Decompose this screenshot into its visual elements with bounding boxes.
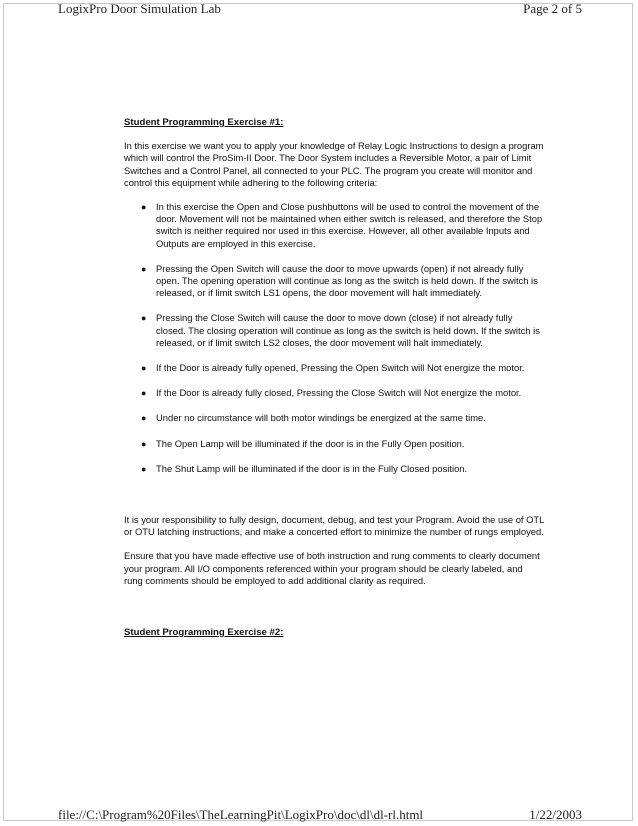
criteria-text: The Shut Lamp will be illuminated if the door is in the Fully Closed position. [156,462,468,474]
bullet-icon: ● [141,438,147,449]
criteria-list [124,201,544,475]
criteria-item [124,201,544,250]
exercise-1-heading: Student Programming Exercise #1: [124,117,284,128]
criteria-text: Pressing the Open Switch will cause the door to move upwards (open) if not already fully open. The opening operation will continue as long as the switch is held down. If the switch is released, or if limit switch LS1 opens, the door movement will halt immediately. [156,262,538,299]
documentation-paragraph: Ensure that you have made effective use of both instruction and rung comments to clearly document your program. All I/O components referenced within your program should be clearly labeled, and rung comments should be employed to add additional clarity as required. [124,550,540,586]
criteria-item [124,362,544,374]
footer-date: 1/22/2003 [529,807,582,822]
header-title: LogixPro Door Simulation Lab [58,1,221,16]
bullet-icon: ● [141,363,147,374]
criteria-text: In this exercise the Open and Close pushbuttons will be used to control the movement of the door. Movement will not be maintained when either switch is released, and therefore the Stop switch is neither required nor used in this exercise. However, all other available Inputs and Outputs are employed in this exercise. [156,201,543,249]
criteria-text: If the Door is already fully closed, Pressing the Close Switch will Not energize the motor. [156,387,522,399]
criteria-text: Under no circumstance will both motor windings be energized at the same time. [156,412,486,424]
document-body [124,117,544,639]
bullet-icon: ● [141,313,147,324]
criteria-text: The Open Lamp will be illuminated if the door is in the Fully Open position. [156,437,465,449]
criteria-item [124,438,544,450]
responsibility-paragraph: It is your responsibility to fully design, document, debug, and test your Program. Avoid the use of OTL or OTU latching instructions, and make a concerted effort to minimize the number of rungs employed. [124,514,545,538]
exercise-1-intro: In this exercise we want you to apply your knowledge of Relay Logic Instructions to design a program which will control the ProSim-II Door. The Door System includes a Reversible Motor, a pair of Limit Switches and a Control Panel, all connected to your PLC. The program you create will monitor and control this equipment while adhering to the following criteria: [124,140,544,188]
bullet-icon: ● [141,413,147,424]
criteria-text: If the Door is already fully opened, Pressing the Open Switch will Not energize the motor. [156,362,525,374]
criteria-item [124,263,544,300]
criteria-item [124,387,544,399]
bullet-icon: ● [141,463,147,474]
bullet-icon: ● [141,263,147,274]
header-page-number: Page 2 of 5 [523,1,582,16]
bullet-icon: ● [141,202,147,213]
exercise-2-heading: Student Programming Exercise #2: [124,627,284,639]
footer-file-path: file://C:\Program%20Files\TheLearningPit\LogixPro\doc\dl\dl-rl.html [58,807,424,822]
criteria-item [124,463,544,475]
criteria-item [124,312,544,349]
bullet-icon: ● [141,388,147,399]
criteria-item [124,412,544,424]
criteria-text: Pressing the Close Switch will cause the door to move down (close) if not already fully closed. The closing operation will continue as long as the switch is held down. If the switch is released, or if limit switch LS2 closes, the door movement will halt immediately. [156,312,540,348]
